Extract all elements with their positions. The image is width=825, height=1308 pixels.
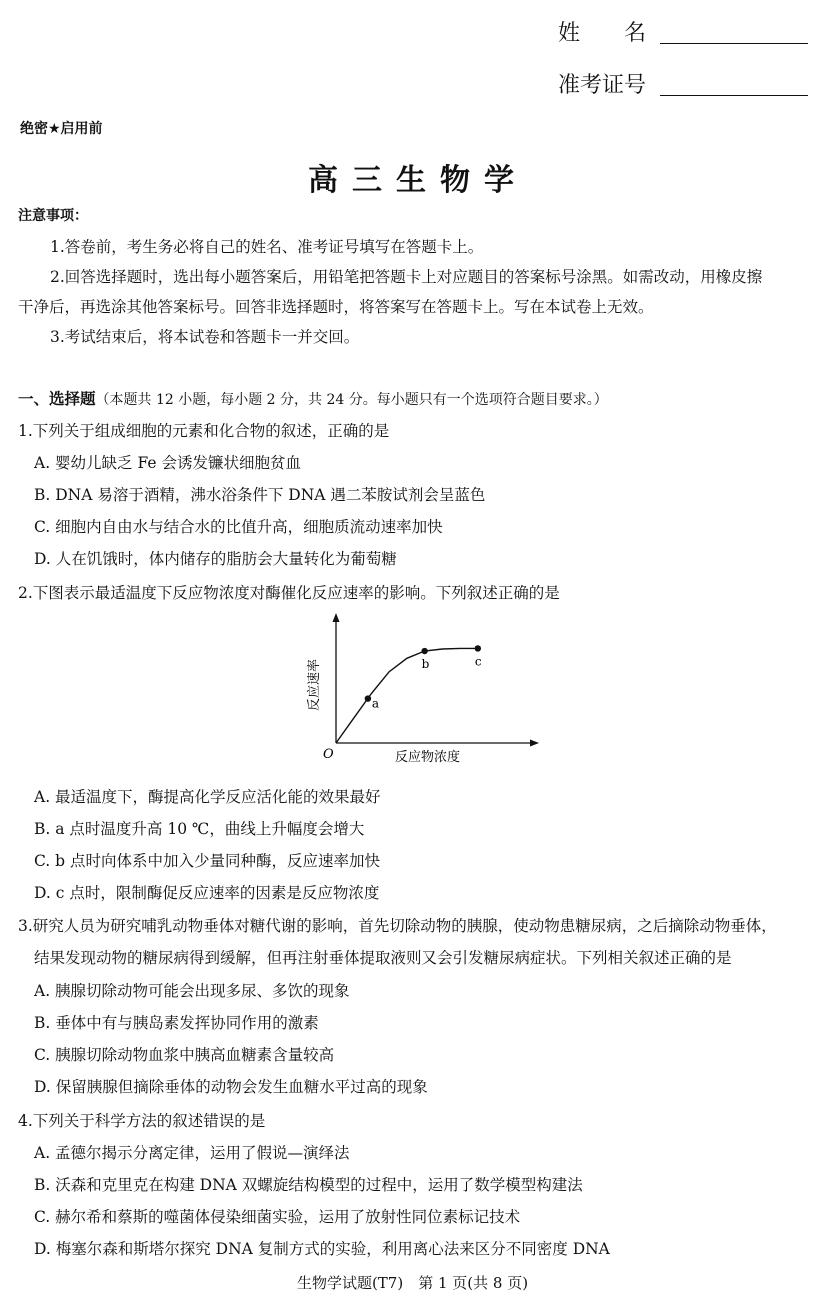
exam-id-label: 准考证号 (558, 73, 647, 98)
notes-heading: 注意事项： (18, 208, 88, 224)
point-label-b: b (421, 657, 430, 672)
q3-option-a: A. 胰腺切除动物可能会出现多尿、多饮的现象 (34, 982, 350, 1000)
q3-option-b: B. 垂体中有与胰岛素发挥协同作用的激素 (34, 1014, 319, 1032)
q4-stem: 4.下列关于科学方法的叙述错误的是 (18, 1112, 266, 1130)
section-1-instructions: （本题共 12 小题，每小题 2 分，共 24 分。每小题只有一个选项符合题目要求。） (95, 392, 608, 408)
q2-option-a: A. 最适温度下，酶提高化学反应活化能的效果最好 (34, 788, 381, 806)
section-1-header (18, 388, 608, 411)
q1-option-d: D. 人在饥饿时，体内储存的脂肪会大量转化为葡萄糖 (34, 550, 397, 568)
notes-item-2-line-2: 干净后，再选涂其他答案标号。回答非选择题时，将答案写在答题卡上。写在本试卷上无效。 (18, 298, 654, 316)
page-footer: 生物学试题(T7) 第 1 页(共 8 页) (296, 1274, 529, 1292)
point-c (475, 645, 481, 651)
rate-curve (336, 648, 478, 743)
notes-item-1: 1.答卷前，考生务必将自己的姓名、准考证号填写在答题卡上。 (50, 238, 484, 256)
name-field[interactable] (660, 43, 808, 44)
notes-item-3: 3.考试结束后，将本试卷和答题卡一并交回。 (50, 328, 360, 346)
exam-id-field[interactable] (660, 95, 808, 96)
section-1-heading: 一、选择题 (18, 390, 96, 408)
x-axis-label: 反应物浓度 (395, 750, 461, 765)
q4-option-c: C. 赫尔希和蔡斯的噬菌体侵染细菌实验，运用了放射性同位素标记技术 (34, 1208, 521, 1226)
q2-option-b: B. a 点时温度升高 10 ℃，曲线上升幅度会增大 (34, 820, 365, 838)
point-label-c: c (474, 654, 482, 669)
y-axis-label: 反应速率 (307, 658, 322, 711)
q3-stem-line-1: 3.研究人员为研究哺乳动物垂体对糖代谢的影响，首先切除动物的胰腺，使动物患糖尿病，之后摘除动物垂体， (18, 917, 777, 935)
point-a (365, 695, 371, 701)
q1-stem: 1.下列关于组成细胞的元素和化合物的叙述，正确的是 (18, 422, 390, 440)
name-label: 姓 名 (558, 21, 647, 46)
x-axis-arrow (530, 740, 539, 747)
q3-stem-line-2: 结果发现动物的糖尿病得到缓解，但再注射垂体提取液则又会引发糖尿病症状。下列相关叙述正确的是 (34, 949, 732, 967)
q3-option-d: D. 保留胰腺但摘除垂体的动物会发生血糖水平过高的现象 (34, 1078, 428, 1096)
q2-stem: 2.下图表示最适温度下反应物浓度对酶催化反应速率的影响。下列叙述正确的是 (18, 584, 560, 602)
q1-option-c: C. 细胞内自由水与结合水的比值升高，细胞质流动速率加快 (34, 518, 443, 536)
point-label-a: a (371, 696, 380, 711)
reaction-rate-chart (290, 605, 560, 775)
page-title: 高三生物学 (308, 163, 528, 198)
q1-option-a: A. 婴幼儿缺乏 Fe 会诱发镰状细胞贫血 (34, 454, 301, 472)
q3-option-c: C. 胰腺切除动物血浆中胰高血糖素含量较高 (34, 1046, 335, 1064)
q4-option-a: A. 孟德尔揭示分离定律，运用了假说—演绎法 (34, 1144, 350, 1162)
q2-option-c: C. b 点时向体系中加入少量同种酶，反应速率加快 (34, 852, 381, 870)
y-axis-arrow (333, 613, 340, 622)
point-b (421, 648, 427, 654)
q2-option-d: D. c 点时，限制酶促反应速率的因素是反应物浓度 (34, 884, 380, 902)
notes-item-2-line-1: 2.回答选择题时，选出每小题答案后，用铅笔把答题卡上对应题目的答案标号涂黑。如需改动，用橡皮擦 (50, 268, 763, 286)
q4-option-b: B. 沃森和克里克在构建 DNA 双螺旋结构模型的过程中，运用了数学模型构建法 (34, 1176, 583, 1194)
q4-option-d: D. 梅塞尔森和斯塔尔探究 DNA 复制方式的实验，利用离心法来区分不同密度 DNA (34, 1240, 610, 1258)
origin-label: O (323, 747, 334, 762)
q1-option-b: B. DNA 易溶于酒精，沸水浴条件下 DNA 遇二苯胺试剂会呈蓝色 (34, 486, 486, 504)
confidential-mark: 绝密★启用前 (20, 121, 103, 137)
